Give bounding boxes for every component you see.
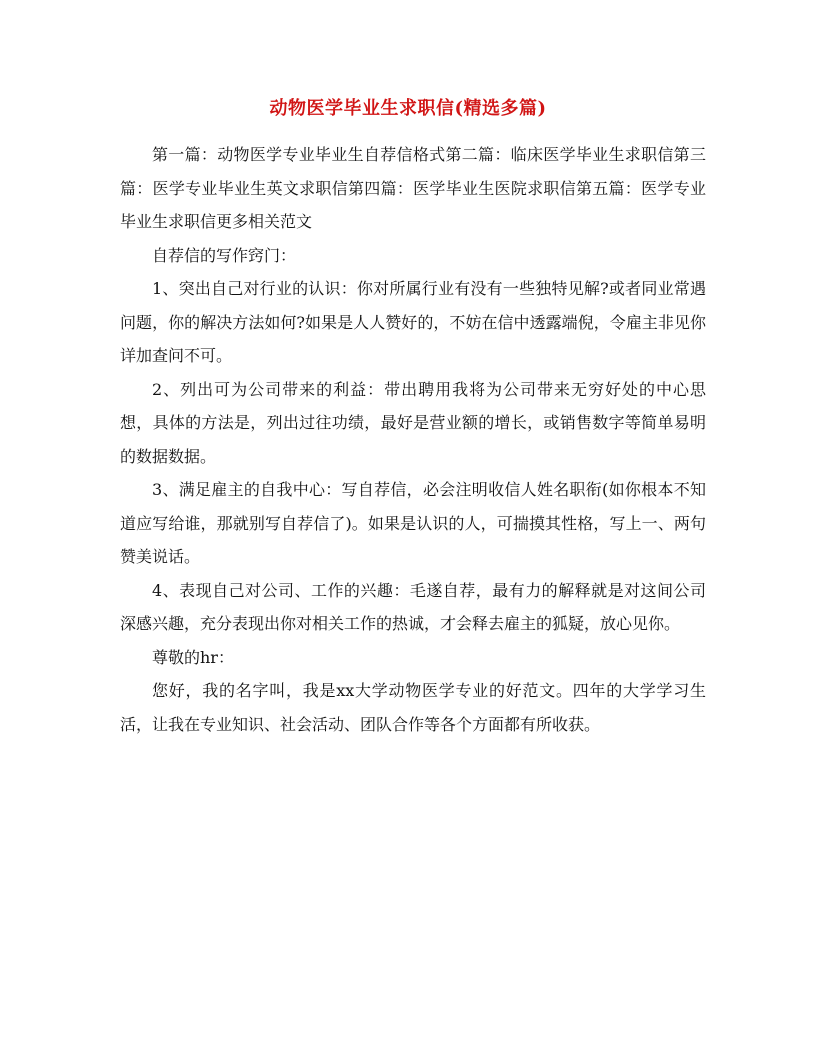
paragraph-tips-heading: 自荐信的写作窍门：: [152, 245, 297, 265]
paragraph-salutation: 尊敬的hr：: [152, 647, 234, 667]
document-body: [120, 138, 706, 741]
paragraph-tip-3: 3、满足雇主的自我中心：写自荐信，必会注明收信人姓名职衔(如你根本不知道应写给谁，那就别写自荐信了)。如果是认识的人，可揣摸其性格，写上一、两句赞美说话。: [120, 480, 706, 566]
paragraph-tip-4: 4、表现自己对公司、工作的兴趣：毛遂自荐，最有力的解释就是对这间公司深感兴趣，充分表现出你对相关工作的热诚，才会释去雇主的狐疑，放心见你。: [120, 580, 706, 633]
paragraph-tip-2: 2、列出可为公司带来的利益：带出聘用我将为公司带来无穷好处的中心思想，具体的方法是，列出过往功绩，最好是营业额的增长，或销售数字等简单易明的数据数据。: [120, 379, 706, 466]
paragraph-tip-1: 1、突出自己对行业的认识：你对所属行业有没有一些独特见解?或者同业常遇问题，你的解决方法如何?如果是人人赞好的，不妨在信中透露端倪，令雇主非见你详加查问不可。: [120, 279, 706, 365]
paragraph-toc: 第一篇：动物医学专业毕业生自荐信格式第二篇：临床医学毕业生求职信第三篇：医学专业毕业生英文求职信第四篇：医学毕业生医院求职信第五篇：医学专业毕业生求职信更多相关范文: [120, 145, 706, 231]
paragraph-letter-body: 您好，我的名字叫，我是xx大学动物医学专业的好范文。四年的大学学习生活，让我在专业知识、社会活动、团队合作等各个方面都有所收获。: [120, 681, 706, 734]
document-title: 动物医学毕业生求职信(精选多篇): [269, 98, 547, 119]
